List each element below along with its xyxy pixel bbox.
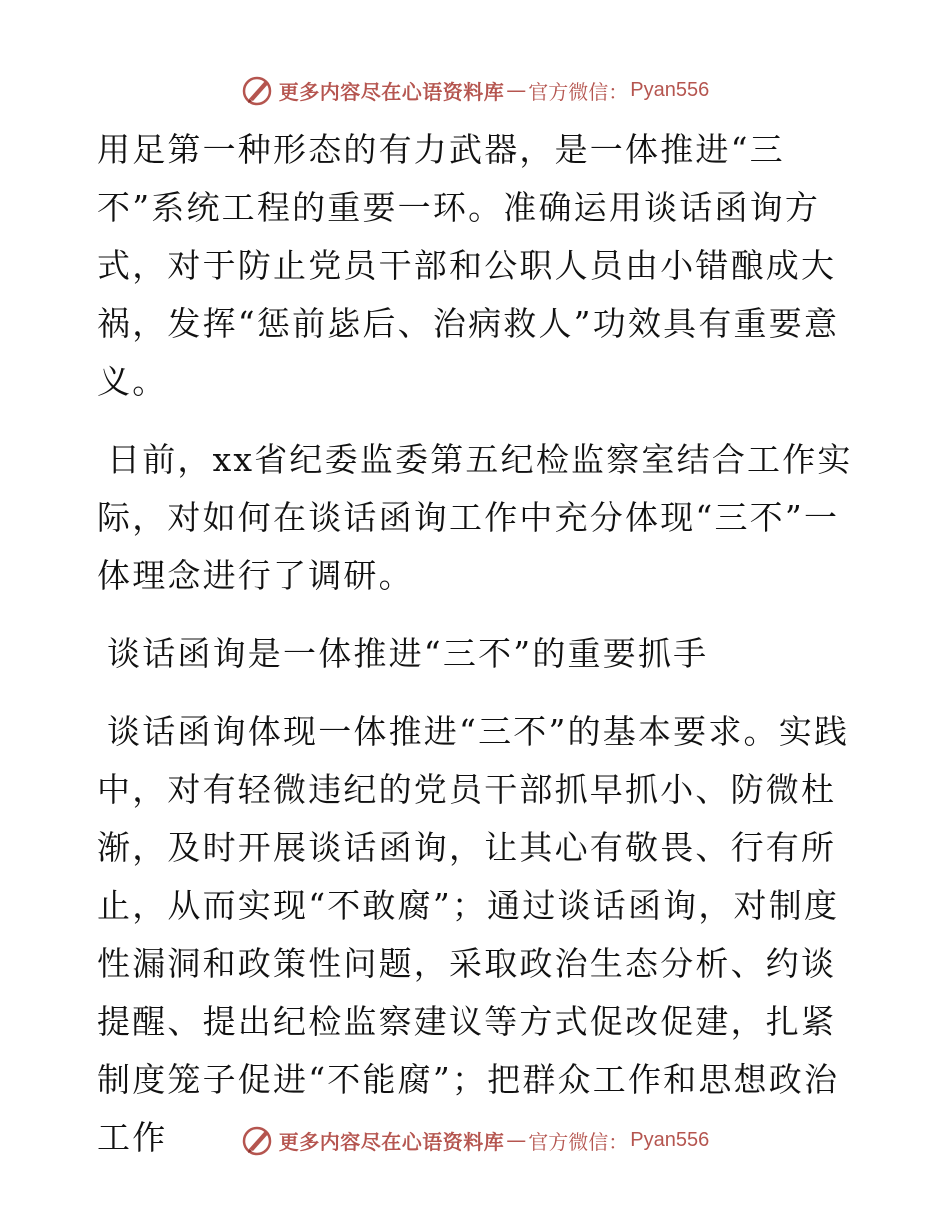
- banner-separator: —: [506, 1128, 527, 1152]
- document-body: [97, 121, 857, 1167]
- banner-wechat-id: Pyan556: [630, 78, 710, 101]
- paragraph-intro: 用足第一种形态的有力武器，是一体推进“三不”系统工程的重要一环。准确运用谈话函询方式，对于防止党员干部和公职人员由小错酿成大祸，发挥“惩前毖后、治病救人”功效具有重要意义。: [97, 130, 840, 401]
- footer-watermark-banner: [0, 1120, 950, 1160]
- banner-wechat-label: 官方微信：: [528, 1129, 629, 1154]
- header-watermark-banner: [0, 70, 950, 110]
- pen-logo-icon: [241, 73, 275, 107]
- banner-text: 更多内容尽在心语资料库: [278, 1129, 505, 1154]
- banner-separator: —: [506, 78, 527, 102]
- paragraph-research: 日前，xx省纪委监委第五纪检监察室结合工作实际，对如何在谈话函询工作中充分体现“三不”一体理念进行了调研。: [97, 440, 853, 595]
- banner-wechat-label: 官方微信：: [528, 79, 629, 104]
- pen-logo-icon: [241, 1123, 275, 1157]
- banner-text: 更多内容尽在心语资料库: [278, 79, 505, 104]
- section-heading: 谈话函询是一体推进“三不”的重要抓手: [107, 634, 709, 673]
- banner-wechat-id: Pyan556: [630, 1128, 710, 1151]
- paragraph-requirements: 谈话函询体现一体推进“三不”的基本要求。实践中，对有轻微违纪的党员干部抓早抓小、防微杜渐，及时开展谈话函询，让其心有敬畏、行有所止，从而实现“不敢腐”；通过谈话函询，对制度性漏洞和政策性问题，采取政治生态分析、约谈提醒、提出纪检监察建议等方式促改促建，扎紧制度笼子促进“不能腐”；把群众工作和思想政治工作: [97, 712, 850, 1157]
